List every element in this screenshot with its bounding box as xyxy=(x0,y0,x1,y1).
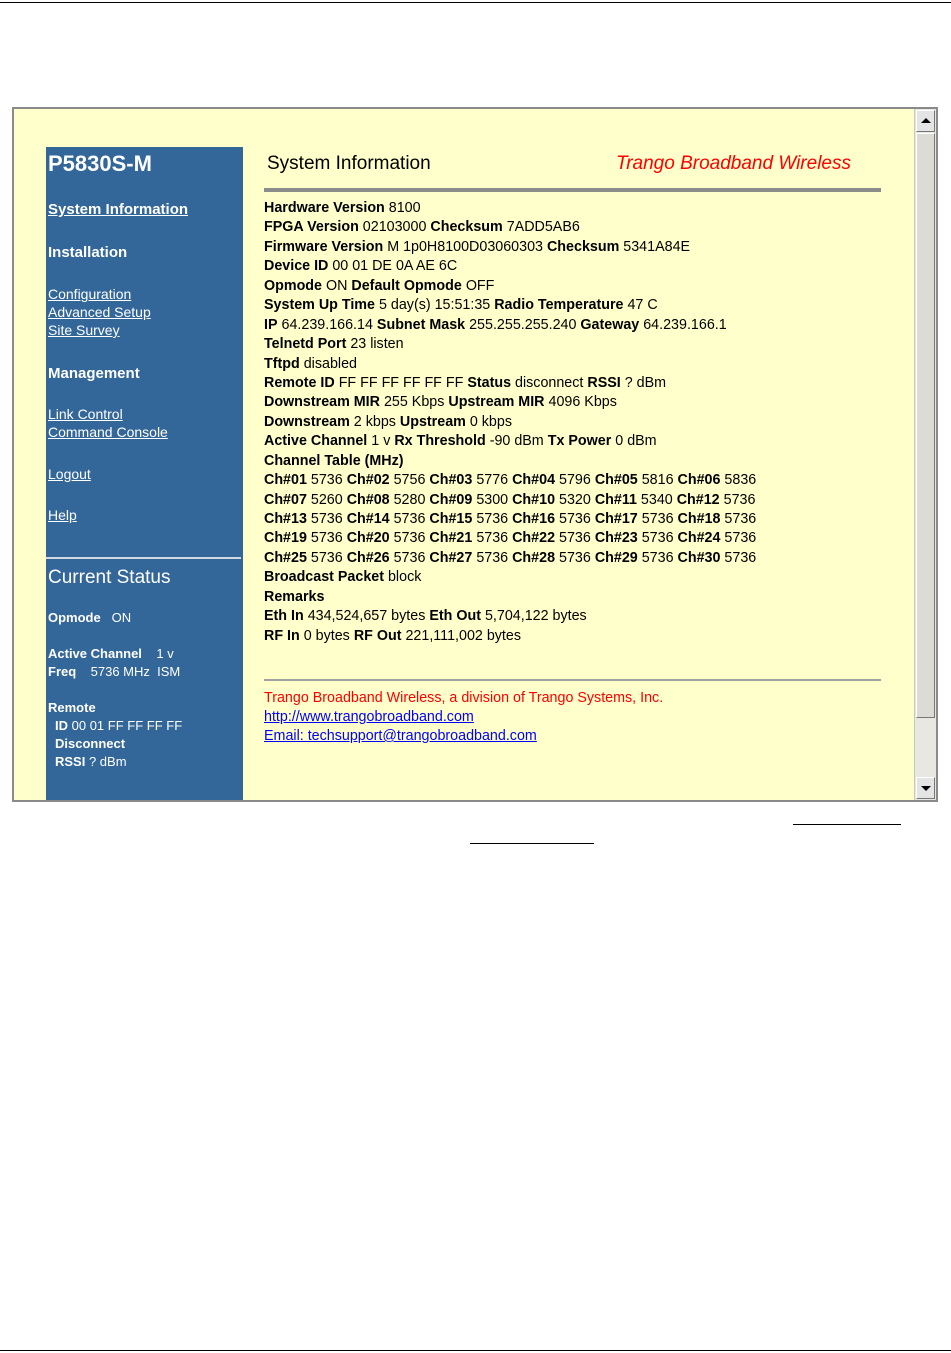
info-value: 8100 xyxy=(388,200,421,216)
status-rssi xyxy=(55,754,127,769)
info-label: Ch#16 xyxy=(512,511,556,527)
info-value: 5796 xyxy=(559,472,591,489)
info-label: Gateway xyxy=(580,316,640,333)
info-value: -90 dBm xyxy=(489,433,544,450)
info-value: 5736 xyxy=(310,472,343,489)
info-label: Downstream xyxy=(264,413,350,430)
info-row xyxy=(264,393,756,412)
info-value: 02103000 xyxy=(362,219,427,236)
status-disconnect-text: Disconnect xyxy=(55,736,126,751)
info-value: disconnect xyxy=(515,374,584,391)
info-value: 00 01 DE 0A AE 6C xyxy=(332,258,458,275)
info-label: Ch#12 xyxy=(676,491,720,508)
info-value: 4096 Kbps xyxy=(548,394,617,411)
info-label: Tx Power xyxy=(547,433,612,450)
info-label: Ch#13 xyxy=(264,511,307,527)
info-value: 5736 xyxy=(310,549,343,566)
info-value: 5756 xyxy=(393,472,426,489)
info-label: Channel Table (MHz) xyxy=(264,452,404,469)
info-value: 5736 xyxy=(559,530,591,547)
info-label: Ch#28 xyxy=(512,549,556,566)
nav-advanced-setup[interactable]: Advanced Setup xyxy=(48,304,151,320)
info-value: 5776 xyxy=(476,472,509,489)
info-value: FF FF FF FF FF FF xyxy=(338,374,464,391)
status-disconnect xyxy=(55,736,125,751)
info-label: Tftpd xyxy=(264,355,300,372)
info-value: 434,524,657 bytes xyxy=(307,608,426,625)
info-value: 5736 xyxy=(641,549,674,566)
info-label: Ch#23 xyxy=(594,530,638,547)
info-value: 5736 xyxy=(310,511,343,527)
info-label: Eth Out xyxy=(429,608,481,625)
vertical-scrollbar[interactable] xyxy=(914,109,936,800)
text-underline-mark xyxy=(470,843,594,844)
info-value: 5736 xyxy=(476,511,509,527)
info-value: 47 C xyxy=(627,297,658,314)
status-rssi-label: RSSI xyxy=(55,754,86,769)
info-label: Ch#07 xyxy=(264,491,307,508)
info-value: 255.255.255.240 xyxy=(469,316,577,333)
info-row xyxy=(264,549,756,568)
info-label: Ch#18 xyxy=(677,511,721,527)
scroll-down-button[interactable] xyxy=(916,777,935,799)
sidebar-divider xyxy=(46,557,241,559)
info-label: Ch#19 xyxy=(264,530,307,547)
info-value: 0 kbps xyxy=(469,413,512,430)
info-label: Upstream xyxy=(399,413,466,430)
status-id-value: 00 01 FF FF FF FF xyxy=(71,718,183,733)
info-row xyxy=(264,607,756,626)
status-active-channel xyxy=(48,646,174,661)
scroll-up-button[interactable] xyxy=(916,110,935,132)
nav-heading-installation: Installation xyxy=(48,244,128,261)
info-row xyxy=(264,588,756,607)
info-value: 5320 xyxy=(559,491,591,508)
info-value: 1 v xyxy=(371,433,391,450)
status-id-label: ID xyxy=(55,718,68,733)
info-label: Ch#21 xyxy=(429,530,473,547)
info-label: Ch#04 xyxy=(512,472,556,489)
page-top-rule xyxy=(0,2,951,3)
info-label: Active Channel xyxy=(264,433,368,450)
info-label: System Up Time xyxy=(264,297,375,314)
info-value: 5280 xyxy=(393,491,426,508)
info-label: Hardware Version xyxy=(264,200,385,216)
status-opmode-value: ON xyxy=(111,610,132,625)
info-value: 2 kbps xyxy=(353,413,396,430)
footer-email-link[interactable]: Email: techsupport@trangobroadband.com xyxy=(264,728,537,744)
info-row xyxy=(264,277,756,296)
info-label: Ch#14 xyxy=(346,511,390,527)
info-value: 23 listen xyxy=(350,336,404,353)
info-label: Ch#01 xyxy=(264,472,307,489)
nav-command-console[interactable]: Command Console xyxy=(48,424,168,440)
info-row xyxy=(264,257,756,276)
info-value: 5736 xyxy=(393,511,426,527)
info-value: 5341A84E xyxy=(623,238,691,255)
info-value: 5736 xyxy=(724,549,757,566)
footer-website-link[interactable]: http://www.trangobroadband.com xyxy=(264,709,474,725)
info-label: Ch#05 xyxy=(594,472,638,489)
status-remote-text: Remote xyxy=(48,700,96,715)
info-value: 5,704,122 bytes xyxy=(484,608,587,625)
info-row xyxy=(264,335,756,354)
status-freq xyxy=(48,664,180,679)
brand-name: Trango Broadband Wireless xyxy=(616,153,851,174)
info-value: 221,111,002 bytes xyxy=(405,627,521,644)
info-value: 5340 xyxy=(640,491,673,508)
info-label: RF In xyxy=(264,627,300,644)
info-value: block xyxy=(387,569,422,586)
info-label: Ch#06 xyxy=(677,472,721,489)
info-value: 5816 xyxy=(641,472,674,489)
info-value: 5736 xyxy=(724,511,757,527)
info-label: Default Opmode xyxy=(351,277,462,294)
info-value: disabled xyxy=(303,355,357,372)
info-row xyxy=(264,452,756,471)
info-label: Ch#09 xyxy=(429,491,473,508)
page-bottom-rule xyxy=(0,1350,951,1351)
info-value: 0 bytes xyxy=(303,627,350,644)
status-active-channel-value: 1 v xyxy=(156,646,174,661)
info-value: 5836 xyxy=(724,472,757,489)
info-row xyxy=(264,296,756,315)
nav-configuration[interactable]: Configuration xyxy=(48,286,132,302)
info-row xyxy=(264,316,756,335)
info-label: Upstream MIR xyxy=(448,394,545,411)
info-label: Firmware Version xyxy=(264,238,384,255)
info-value: 0 dBm xyxy=(615,433,657,450)
info-label: IP xyxy=(264,316,278,333)
text-underline-mark xyxy=(793,824,901,825)
info-row xyxy=(264,374,756,393)
info-label: Ch#26 xyxy=(346,549,390,566)
info-label: RF Out xyxy=(353,627,402,644)
info-row xyxy=(264,510,756,529)
scroll-thumb[interactable] xyxy=(916,133,935,718)
status-rssi-value: ? dBm xyxy=(88,754,127,769)
info-value: 5736 xyxy=(476,549,509,566)
nav-site-survey[interactable]: Site Survey xyxy=(48,322,120,338)
info-row xyxy=(264,471,756,490)
status-freq-label: Freq xyxy=(48,664,77,679)
info-label: Ch#29 xyxy=(594,549,638,566)
info-label: Remarks xyxy=(264,588,325,605)
info-value: 5736 xyxy=(393,549,426,566)
info-row xyxy=(264,491,756,510)
info-label: Radio Temperature xyxy=(494,297,624,314)
info-label: Remote ID xyxy=(264,374,335,391)
nav-link-control[interactable]: Link Control xyxy=(48,406,123,422)
info-value: 5736 xyxy=(310,530,343,547)
info-label: Telnetd Port xyxy=(264,336,347,353)
info-value: ? dBm xyxy=(624,374,667,391)
info-label: Ch#25 xyxy=(264,549,307,566)
arrow-down-icon xyxy=(921,786,931,791)
info-label: FPGA Version xyxy=(264,219,359,236)
info-label: Ch#24 xyxy=(677,530,721,547)
info-value: ON xyxy=(325,277,348,294)
status-remote-label xyxy=(48,700,96,715)
info-value: OFF xyxy=(465,277,495,294)
info-label: Eth In xyxy=(264,608,304,625)
info-label: Ch#20 xyxy=(346,530,390,547)
footer-company-text: Trango Broadband Wireless, a division of Trango Systems, Inc. xyxy=(264,690,664,706)
arrow-up-icon xyxy=(921,118,931,123)
info-row xyxy=(264,218,756,237)
info-row xyxy=(264,355,756,374)
nav-system-information[interactable]: System Information xyxy=(48,201,189,218)
status-active-channel-label: Active Channel xyxy=(48,646,142,661)
info-row xyxy=(264,238,756,257)
info-row xyxy=(264,432,756,451)
info-value: 255 Kbps xyxy=(383,394,445,411)
info-label: Ch#02 xyxy=(346,472,390,489)
status-opmode xyxy=(48,610,131,625)
nav-logout[interactable]: Logout xyxy=(48,466,91,482)
info-label: Opmode xyxy=(264,277,322,294)
info-value: 5 day(s) 15:51:35 xyxy=(378,297,491,314)
status-opmode-label: Opmode xyxy=(48,610,101,625)
footer-divider xyxy=(264,679,881,681)
info-value: 5736 xyxy=(559,549,591,566)
info-value: 5736 xyxy=(641,530,674,547)
info-value: 64.239.166.14 xyxy=(281,316,373,333)
info-label: Ch#11 xyxy=(594,491,637,508)
info-label: Broadcast Packet xyxy=(264,569,384,586)
info-value: 5736 xyxy=(723,491,756,508)
page-title: System Information xyxy=(267,153,431,174)
info-label: Subnet Mask xyxy=(376,316,466,333)
status-remote-id xyxy=(55,718,182,733)
nav-help[interactable]: Help xyxy=(48,507,77,523)
info-label: Device ID xyxy=(264,258,329,275)
info-row xyxy=(264,199,756,218)
info-value: 64.239.166.1 xyxy=(643,316,727,333)
info-value: 5300 xyxy=(476,491,509,508)
info-label: Downstream MIR xyxy=(264,394,380,411)
info-value: M 1p0H8100D03060303 xyxy=(387,238,543,255)
nav-heading-management: Management xyxy=(48,365,140,382)
info-label: Ch#30 xyxy=(677,549,721,566)
info-label: Status xyxy=(467,374,512,391)
info-value: 5260 xyxy=(310,491,343,508)
current-status-heading: Current Status xyxy=(48,567,171,588)
info-row xyxy=(264,413,756,432)
info-label: Ch#08 xyxy=(346,491,390,508)
info-row xyxy=(264,627,756,646)
title-divider xyxy=(264,188,881,192)
info-label: Ch#15 xyxy=(429,511,473,527)
info-value: 5736 xyxy=(641,511,674,527)
info-label: RSSI xyxy=(587,374,621,391)
info-label: Ch#27 xyxy=(429,549,473,566)
info-label: Checksum xyxy=(546,238,620,255)
sidebar xyxy=(46,147,243,802)
info-label: Ch#03 xyxy=(429,472,473,489)
info-value: 5736 xyxy=(393,530,426,547)
info-label: Rx Threshold xyxy=(394,433,486,450)
info-label: Ch#22 xyxy=(512,530,556,547)
info-label: Ch#17 xyxy=(594,511,638,527)
browser-window xyxy=(12,107,938,802)
info-value: 7ADD5AB6 xyxy=(506,219,580,236)
info-row xyxy=(264,568,756,587)
status-freq-value: 5736 MHz ISM xyxy=(90,664,181,679)
system-info-block xyxy=(264,199,756,646)
info-value: 5736 xyxy=(559,511,591,527)
info-label: Ch#10 xyxy=(512,491,556,508)
info-label: Checksum xyxy=(430,219,503,236)
info-value: 5736 xyxy=(476,530,509,547)
info-value: 5736 xyxy=(724,530,757,547)
info-row xyxy=(264,529,756,548)
device-model-title: P5830S-M xyxy=(48,151,152,176)
